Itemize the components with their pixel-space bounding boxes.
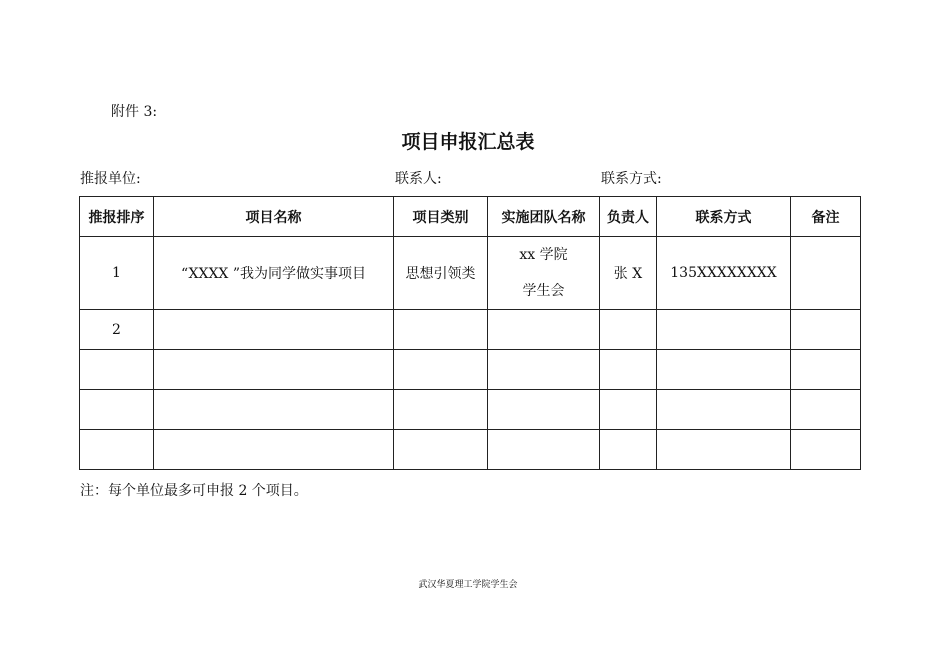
cell-contact — [657, 310, 791, 350]
cell-remarks — [791, 310, 861, 350]
cell-category — [394, 430, 488, 470]
table-row — [80, 350, 861, 390]
cell-remarks — [791, 237, 861, 310]
summary-table — [79, 196, 861, 470]
table-row — [80, 310, 861, 350]
footnote: 注：每个单位最多可申报 2 个项目。 — [80, 483, 308, 499]
cell-contact — [657, 390, 791, 430]
cell-order — [80, 430, 154, 470]
page-footer: 武汉华夏理工学院学生会 — [418, 580, 518, 590]
header-project-name: 项目名称 — [154, 197, 394, 237]
header-row — [80, 197, 861, 237]
contact-person-label: 联系人: — [395, 171, 442, 187]
cell-category — [394, 390, 488, 430]
table-row — [80, 390, 861, 430]
cell-category: 思想引领类 — [394, 237, 488, 310]
table-row — [80, 430, 861, 470]
cell-category — [394, 310, 488, 350]
header-team-name: 实施团队名称 — [488, 197, 600, 237]
header-contact: 联系方式 — [657, 197, 791, 237]
cell-project-name — [154, 390, 394, 430]
cell-remarks — [791, 430, 861, 470]
header-leader: 负责人 — [600, 197, 657, 237]
team-name-line-1: xx 学院 — [519, 247, 568, 263]
cell-team-name — [488, 237, 600, 310]
cell-contact — [657, 430, 791, 470]
cell-project-name — [154, 430, 394, 470]
cell-team-name — [488, 390, 600, 430]
cell-contact — [657, 350, 791, 390]
contact-method-label: 联系方式: — [601, 171, 662, 187]
recommending-unit-label: 推报单位: — [80, 171, 141, 187]
header-category: 项目类别 — [394, 197, 488, 237]
cell-leader — [600, 350, 657, 390]
cell-leader — [600, 390, 657, 430]
cell-team-name — [488, 310, 600, 350]
cell-remarks — [791, 390, 861, 430]
table-row — [80, 237, 861, 310]
attachment-label: 附件 3: — [111, 104, 158, 120]
cell-leader — [600, 310, 657, 350]
cell-remarks — [791, 350, 861, 390]
cell-leader: 张 X — [600, 237, 657, 310]
cell-project-name — [154, 350, 394, 390]
cell-category — [394, 350, 488, 390]
cell-leader — [600, 430, 657, 470]
cell-contact: 135XXXXXXXX — [657, 237, 791, 310]
cell-project-name — [154, 310, 394, 350]
header-order: 推报排序 — [80, 197, 154, 237]
cell-order: 1 — [80, 237, 154, 310]
cell-order — [80, 350, 154, 390]
cell-team-name — [488, 350, 600, 390]
cell-order — [80, 390, 154, 430]
cell-project-name: “XXXX ”我为同学做实事项目 — [154, 237, 394, 310]
page-title: 项目申报汇总表 — [401, 131, 535, 153]
header-remarks: 备注 — [791, 197, 861, 237]
cell-team-name — [488, 430, 600, 470]
team-name-line-2: 学生会 — [522, 283, 565, 299]
cell-order: 2 — [80, 310, 154, 350]
